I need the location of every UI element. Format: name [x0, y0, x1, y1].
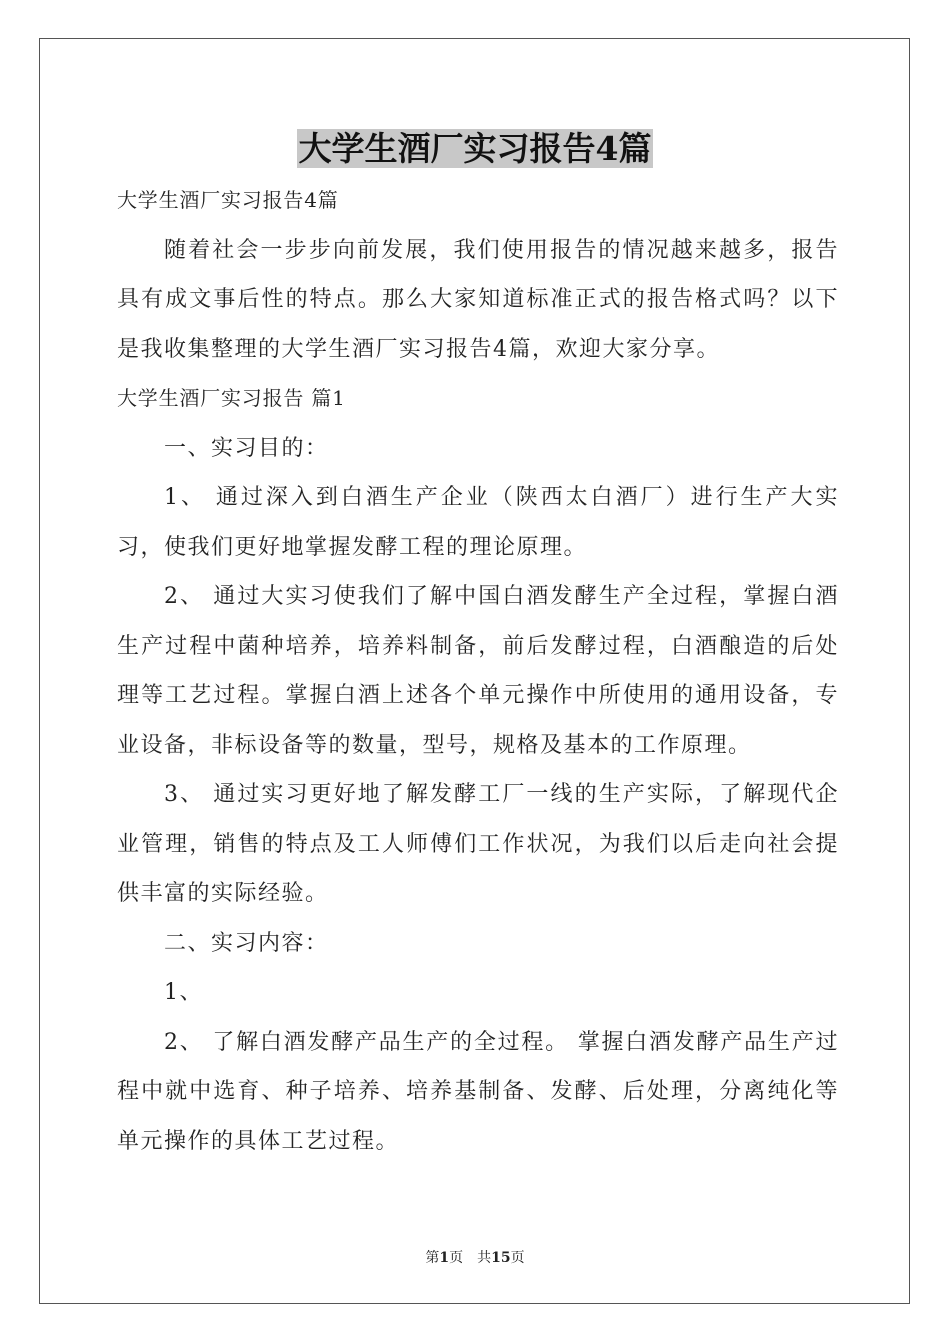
- document-body: [117, 176, 839, 1166]
- document-subtitle: 大学生酒厂实习报告4篇: [117, 188, 339, 212]
- content-item-1: 1、: [164, 980, 203, 1005]
- content-item-2: 2、 了解白酒发酵产品生产的全过程。 掌握白酒发酵产品生产过程中就中选育、种子培养、培养基制备、发酵、后处理，分离纯化等单元操作的具体工艺过程。: [117, 1029, 839, 1154]
- section-heading: 大学生酒厂实习报告 篇1: [117, 386, 346, 410]
- page-total: 15: [491, 1250, 511, 1266]
- page-prefix: 第: [425, 1250, 440, 1266]
- heading-purpose: 一、实习目的：: [164, 435, 329, 461]
- purpose-item-2: 2、 通过大实习使我们了解中国白酒发酵生产全过程，掌握白酒生产过程中菌种培养，培养料制备，前后发酵过程，白酒酿造的后处理等工艺过程。掌握白酒上述各个单元操作中所使用的通用设备，专业设备，非标设备等的数量，型号，规格及基本的工作原理。: [117, 584, 839, 758]
- intro-paragraph: 随着社会一步步向前发展，我们使用报告的情况越来越多，报告具有成文事后性的特点。那么大家知道标准正式的报告格式吗？以下是我收集整理的大学生酒厂实习报告4篇，欢迎大家分享。: [117, 237, 839, 362]
- purpose-item-3: 3、 通过实习更好地了解发酵工厂一线的生产实际，了解现代企业管理，销售的特点及工人师傅们工作状况，为我们以后走向社会提供丰富的实际经验。: [117, 782, 839, 906]
- total-suffix: 页: [510, 1250, 525, 1266]
- total-prefix: 共: [477, 1250, 492, 1266]
- document-title-text: 大学生酒厂实习报告4篇: [298, 129, 652, 168]
- page-suffix: 页: [449, 1250, 464, 1266]
- page-footer: [0, 1247, 950, 1267]
- heading-content: 二、实习内容：: [164, 930, 329, 956]
- purpose-item-1: 1、 通过深入到白酒生产企业（陕西太白酒厂）进行生产大实习，使我们更好地掌握发酵工程的理论原理。: [117, 485, 839, 560]
- document-title: [0, 124, 950, 174]
- page-current: 1: [439, 1250, 450, 1266]
